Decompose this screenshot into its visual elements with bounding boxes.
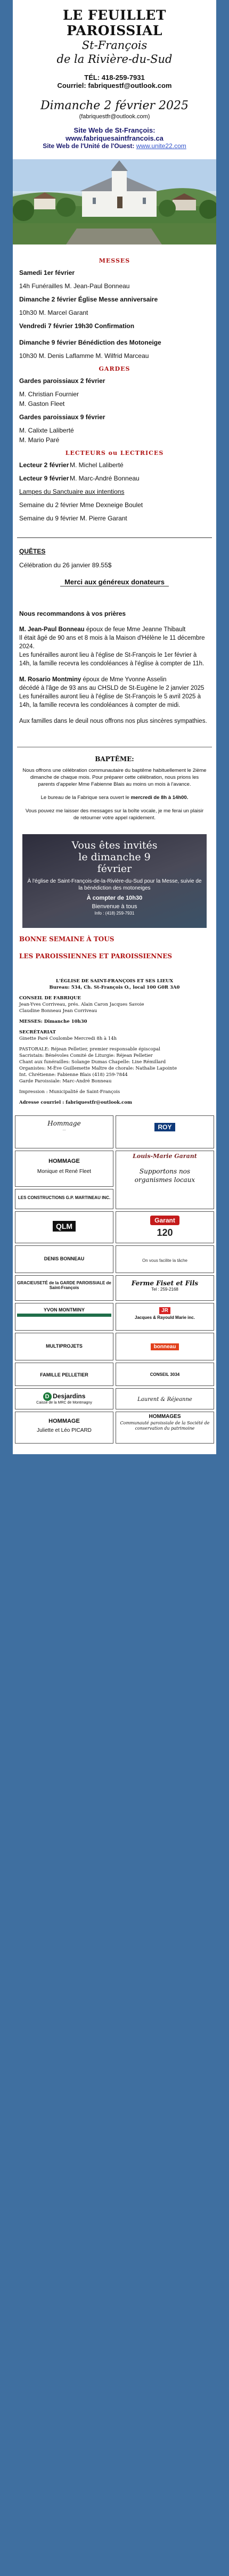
secretariat-heading: SECRÉTARIAT xyxy=(19,1030,56,1035)
collections-heading: QUÊTES xyxy=(19,548,46,555)
obituary-2-text: époux de Mme Yvonne Asselin décédé à l'âge de 93 ans au CHSLD de St-Eugène le 2 janvier 2025 Les funérailles auront lieu à l'église de St-François le 5 avril 2025 à 14h, la famille recevra les condoléances à compter de midi. xyxy=(19,676,205,708)
ad-text: Supportons nos organismes locaux xyxy=(134,1168,195,1184)
office-hours-label: Le bureau de la Fabrique sera ouvert le xyxy=(40,795,131,801)
ad-text: Juliette et Léo PICARD xyxy=(37,1428,92,1433)
schedule-section xyxy=(13,244,216,532)
gardes-row: Gardes paroissiaux 2 février xyxy=(19,377,105,385)
sponsor-ad: Hommage ... xyxy=(15,1115,113,1148)
bulletin-title: LE FEUILLET PAROISSIAL xyxy=(63,7,166,38)
ad-title: YVON MONTMINY xyxy=(43,1307,85,1313)
website-label: Site Web de St-François: xyxy=(73,126,156,134)
mass-row: 10h30 M. Marcel Garant xyxy=(19,309,88,316)
mass-row: 10h30 M. Denis Laflamme M. Wilfrid Marceau xyxy=(19,352,149,360)
ad-title: HOMMAGE xyxy=(48,1158,80,1164)
sponsor-ad xyxy=(116,1211,214,1243)
divider xyxy=(17,537,212,538)
reader-name: M. Marc-André Bonneau xyxy=(70,475,140,482)
ad-title: HOMMAGES xyxy=(149,1414,181,1420)
admin-email: Adresse courriel : fabriquestfr@outlook.com xyxy=(19,1100,132,1105)
parish-name-line2: de la Rivière-du-Sud xyxy=(56,53,173,66)
ad-title: HOMMAGE xyxy=(48,1418,80,1424)
ad-logo: JR xyxy=(159,1307,170,1314)
parish-name-line1: St-François xyxy=(81,39,148,52)
ad-title: Laurent & Réjeanne xyxy=(137,1397,192,1403)
unit-website-link[interactable]: www.unite22.com xyxy=(136,142,186,150)
email-address: Courriel: fabriquestf@outlook.com xyxy=(57,81,172,89)
masses-info: MESSES: Dimanche 10h30 xyxy=(19,1019,87,1024)
voicemail-note: Vous pouvez me laisser des messages sur la boîte vocale, je me ferai un plaisir de retourner votre appel rapidement. xyxy=(25,808,204,821)
sacristan-info: Sacristain: Bénévoles Comité de Liturgie: Réjean Pelletier xyxy=(19,1053,153,1058)
thanks-text: Merci aux généreux donateurs xyxy=(60,578,169,586)
desjardins-logo-icon: D xyxy=(43,1392,52,1401)
lamp-row: Semaine du 2 février Mme Dexneige Boulet xyxy=(19,501,143,509)
obituary-2 xyxy=(19,675,210,710)
obituary-1 xyxy=(19,625,210,668)
gardes-name: M. Calixte Laliberté xyxy=(19,427,74,434)
invite-line1: Vous êtes invités xyxy=(71,839,158,851)
unit-website xyxy=(18,142,211,150)
prayers-heading: Nous recommandons à vos prières xyxy=(19,610,126,617)
funeral-chant-info: Chant aux funérailles: Solange Dumas Chapelle: Line Rémillard xyxy=(19,1059,166,1065)
invite-line3: février xyxy=(97,863,132,875)
ad-title: FAMILLE PELLETIER xyxy=(40,1372,88,1377)
ad-title: MULTIPROJETS xyxy=(46,1343,83,1349)
unit-website-label: Site Web de l'Unité de l'Ouest: xyxy=(43,142,135,150)
sponsor-ad xyxy=(116,1388,214,1409)
ad-title: Jacques & Rayould Marie inc. xyxy=(135,1315,195,1320)
sponsor-ad xyxy=(15,1245,113,1273)
ad-title: Louis-Marie Garant xyxy=(133,1153,197,1160)
baptism-text: Nous offrons une célébration communautaire du baptême habituellement le 2ième dimanche de chaque mois. Pour préparer cette célébration, nous prions les parents d'appeler Mme Fabienne Blais au moins un mois à l'avance. xyxy=(22,768,207,787)
sanctuary-lamps-heading: Lampes du Sanctuaire aux intentions xyxy=(19,488,125,495)
ad-title: Desjardins xyxy=(53,1392,86,1400)
email-secondary: (fabriquestfr@outlook.com) xyxy=(79,113,150,120)
sponsor-ad xyxy=(116,1275,214,1301)
ad-title: DENIS BONNEAU xyxy=(44,1256,85,1261)
sponsor-ad xyxy=(15,1151,113,1187)
parishioners-line: LES PAROISSIENNES ET PAROISSIENNES xyxy=(19,952,173,960)
invite-line2: le dimanche 9 xyxy=(78,851,151,863)
sponsor-ad xyxy=(15,1388,113,1409)
ad-logo: Garant xyxy=(150,1216,179,1225)
mass-row: Dimanche 2 février Église Messe anniversaire xyxy=(19,296,158,303)
gardes-name: M. Mario Paré xyxy=(19,436,60,444)
ad-number: 120 xyxy=(157,1227,173,1238)
ad-logo: QLM xyxy=(53,1221,76,1232)
obituary-1-name: M. Jean-Paul Bonneau xyxy=(19,626,85,633)
invite-info: Info : (418) 259-7931 xyxy=(94,911,135,916)
ad-text: Monique et René Fleet xyxy=(37,1169,92,1175)
council-heading: CONSEIL DE FABRIQUE xyxy=(19,996,81,1001)
ad-title: GRACIEUSETÉ de la GARDE PAROISSIALE de Saint-François xyxy=(17,1281,111,1290)
ad-text: Communauté paroissiale de la Société de conservation du patrimoine xyxy=(120,1421,210,1431)
parish-guard-info: Garde Paroissiale: Marc-André Bonneau xyxy=(19,1079,112,1084)
admin-address: Bureau: 534, Ch. St-François O., local 100 G0R 3A0 xyxy=(49,985,180,990)
sponsor-ad xyxy=(116,1115,214,1148)
sponsor-ad xyxy=(116,1412,214,1444)
website-link[interactable]: www.fabriquesaintfrancois.ca xyxy=(66,134,163,142)
ad-logo: bonneau xyxy=(151,1343,179,1350)
sponsor-ad xyxy=(116,1333,214,1360)
collection-row: Célébration du 26 janvier 89.55$ xyxy=(19,561,112,569)
bulletin-sheet xyxy=(13,0,216,1454)
organists-info: Organistes: M-Ève Guillemette Maître de chorale: Nathalie Lapointe xyxy=(19,1066,177,1071)
obituary-1-text: époux de feue Mme Jeanne Thibault Il était âgé de 90 ans et 8 mois à la Maison d'Hélène le 11 décembre 2024. Les funérailles auront lieu à l'église de St-François le 1er février à 14h, la famille recevra les condoléances à l'église à compter de 11h. xyxy=(19,626,205,667)
ad-text: On vous facilite la tâche xyxy=(142,1258,187,1263)
invite-description: À l'église de Saint-François-de-la-Rivière-du-Sud pour la Messe, suivie de la bénédiction des motoneiges xyxy=(27,878,202,891)
initiation-info: Int. Chrétienne: Fabienne Blais (418) 259-7844 xyxy=(19,1072,128,1078)
ad-title: Hommage xyxy=(47,1120,81,1127)
ad-text: Tel : 259-2168 xyxy=(151,1287,178,1292)
admin-heading: L'ÉGLISE DE SAINT-FRANÇOIS ET SES LIEUX xyxy=(55,979,174,984)
church-illustration xyxy=(13,159,216,244)
gardes-heading: GARDES xyxy=(99,365,130,372)
mass-row: Vendredi 7 février 19h30 Confirmation xyxy=(19,322,135,330)
lamp-row: Semaine du 9 février M. Pierre Garant xyxy=(19,515,127,522)
sponsor-ad xyxy=(15,1333,113,1360)
mass-row: Dimanche 9 février Bénédiction des Motoneige xyxy=(19,339,161,346)
bulletin-date: Dimanche 2 février 2025 xyxy=(40,99,189,112)
reader-date: Lecteur 2 février xyxy=(19,461,69,469)
gardes-name: M. Gaston Fleet xyxy=(19,400,65,407)
reader-row xyxy=(19,474,210,483)
phone-number: TÉL: 418-259-7931 xyxy=(84,74,145,81)
obituary-2-name: M. Rosario Montminy xyxy=(19,676,81,683)
ad-logo: ROY xyxy=(154,1123,175,1131)
pastoral-info: PASTORALE: Réjean Pelletier, premier responsable épiscopal xyxy=(19,1047,160,1052)
ad-text: Caisse de la MRC de Montmagny xyxy=(36,1401,92,1405)
sponsor-ad xyxy=(15,1363,113,1386)
sponsor-ad xyxy=(15,1189,113,1209)
sponsor-ad xyxy=(15,1275,113,1301)
baptism-section xyxy=(13,747,216,827)
sponsor-ad xyxy=(15,1211,113,1243)
sponsor-ads xyxy=(13,1113,216,1454)
printing-info: Impression : Municipalité de Saint-François xyxy=(19,1089,120,1095)
sponsor-ad xyxy=(116,1363,214,1386)
sponsor-ad xyxy=(116,1245,214,1273)
sponsor-ad xyxy=(116,1303,214,1331)
gardes-name: M. Christian Fournier xyxy=(19,390,79,398)
reader-row xyxy=(19,460,210,470)
invite-time: À compter de 10h30 xyxy=(86,895,143,901)
ad-title: CONSEIL 3034 xyxy=(150,1372,180,1377)
sponsor-ad xyxy=(116,1151,214,1209)
reader-name: M. Michel Laliberté xyxy=(70,461,124,469)
baptism-heading: BAPTÊME: xyxy=(95,755,134,763)
collections-section xyxy=(13,543,216,593)
secretariat-info: Ginette Paré Coulombe Mercredi 8h à 14h xyxy=(19,1036,117,1041)
sponsor-ad xyxy=(15,1303,113,1331)
administration-section xyxy=(13,971,216,1113)
sponsor-ad xyxy=(15,1412,113,1444)
ad-title: Ferme Fiset et Fils xyxy=(131,1279,199,1287)
mass-row: Samedi 1er février xyxy=(19,269,75,276)
good-week-line: BONNE SEMAINE À TOUS xyxy=(19,935,114,943)
gardes-row: Gardes paroissiaux 9 février xyxy=(19,413,105,421)
council-members: Jean-Yves Corriveau, prés. Alain Caron Jacques Savoie Claudine Bonneau Jean Corriveau xyxy=(19,1002,144,1014)
readers-heading: LECTEURS ou LECTRICES xyxy=(65,450,164,456)
ad-title: LES CONSTRUCTIONS G.P. MARTINEAU INC. xyxy=(18,1195,111,1200)
bulletin-header xyxy=(13,0,216,154)
reader-date: Lecteur 9 février xyxy=(19,475,69,482)
office-hours-value: mercredi de 8h à 14h00. xyxy=(130,795,189,801)
sympathy-note: Aux familles dans le deuil nous offrons nos plus sincères sympathies. xyxy=(19,718,207,724)
thanks-line xyxy=(19,570,210,590)
invite-welcome: Bienvenue à tous xyxy=(92,903,137,910)
office-hours xyxy=(22,794,207,801)
church-photo xyxy=(13,159,216,244)
masses-heading: MESSES xyxy=(99,257,130,264)
prayers-section xyxy=(13,593,216,738)
snowmobile-invitation xyxy=(22,834,207,928)
mass-row: 14h Funérailles M. Jean-Paul Bonneau xyxy=(19,282,130,290)
